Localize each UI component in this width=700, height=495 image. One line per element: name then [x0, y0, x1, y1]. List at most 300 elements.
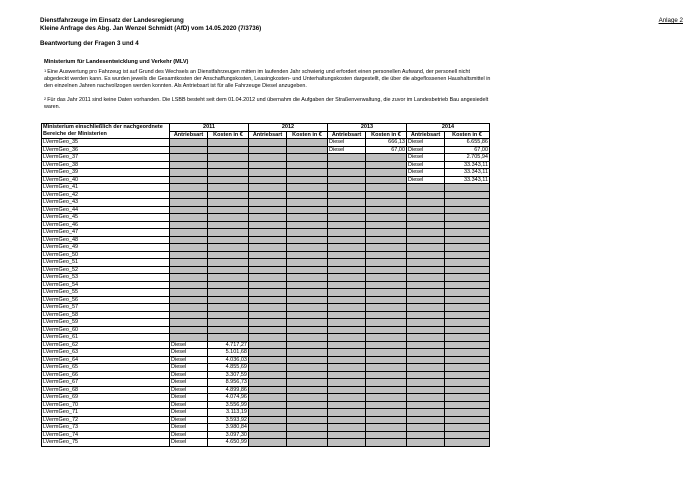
cost-cell	[208, 154, 249, 162]
drive-type-cell: Diesel	[407, 161, 445, 169]
drive-type-cell	[328, 394, 366, 402]
cost-cell	[287, 251, 328, 259]
drive-type-cell	[249, 394, 287, 402]
cost-header: Kosten in €	[445, 131, 490, 139]
cost-cell	[287, 229, 328, 237]
drive-type-cell	[249, 386, 287, 394]
drive-type-cell	[328, 236, 366, 244]
drive-type-cell	[249, 439, 287, 447]
table-row	[42, 199, 490, 207]
vehicle-name-cell: LVermGeo_67	[42, 379, 170, 387]
drive-type-cell	[249, 161, 287, 169]
table-row	[42, 154, 490, 162]
cost-cell	[287, 364, 328, 372]
table-row	[42, 244, 490, 252]
cost-cell	[445, 221, 490, 229]
footnote-2	[44, 97, 494, 111]
drive-type-cell	[407, 356, 445, 364]
vehicle-name-cell: LVermGeo_47	[42, 229, 170, 237]
year-header-2012: 2012	[249, 124, 328, 132]
drive-type-cell	[407, 319, 445, 327]
cost-cell	[366, 229, 407, 237]
table-row	[42, 259, 490, 267]
cost-cell	[208, 319, 249, 327]
drive-type-cell	[249, 236, 287, 244]
cost-cell	[445, 274, 490, 282]
table-row	[42, 326, 490, 334]
cost-cell	[445, 191, 490, 199]
cost-cell	[208, 296, 249, 304]
drive-type-cell	[407, 266, 445, 274]
cost-cell	[208, 214, 249, 222]
cost-cell	[366, 311, 407, 319]
cost-cell	[287, 394, 328, 402]
cost-cell	[208, 304, 249, 312]
vehicle-name-cell: LVermGeo_54	[42, 281, 170, 289]
drive-type-cell	[170, 319, 208, 327]
drive-type-cell: Diesel	[170, 371, 208, 379]
cost-cell: 3.556,99	[208, 401, 249, 409]
drive-type-cell	[407, 184, 445, 192]
cost-cell	[366, 341, 407, 349]
cost-cell	[366, 281, 407, 289]
drive-type-cell	[249, 311, 287, 319]
cost-cell	[445, 229, 490, 237]
cost-cell: 33.343,11	[445, 169, 490, 177]
cost-cell	[366, 176, 407, 184]
cost-cell	[366, 161, 407, 169]
cost-cell	[208, 281, 249, 289]
table-row	[42, 349, 490, 357]
cost-cell	[287, 206, 328, 214]
drive-type-cell	[328, 229, 366, 237]
section-heading: Beantwortung der Fragen 3 und 4	[40, 40, 139, 47]
cost-cell	[366, 439, 407, 447]
table-row	[42, 394, 490, 402]
cost-cell	[208, 161, 249, 169]
drive-type-cell	[328, 371, 366, 379]
vehicle-name-cell: LVermGeo_42	[42, 191, 170, 199]
drive-type-cell	[328, 431, 366, 439]
drive-type-cell	[328, 169, 366, 177]
drive-type-cell	[328, 296, 366, 304]
table-row	[42, 424, 490, 432]
cost-cell	[445, 356, 490, 364]
drive-type-cell	[328, 259, 366, 267]
footnote-1-mark: 1	[44, 68, 47, 73]
drive-type-cell	[170, 176, 208, 184]
drive-type-cell	[249, 334, 287, 342]
table-row	[42, 146, 490, 154]
drive-type-cell	[249, 229, 287, 237]
drive-type-cell	[407, 394, 445, 402]
vehicle-name-cell: LVermGeo_55	[42, 289, 170, 297]
vehicle-name-cell: LVermGeo_63	[42, 349, 170, 357]
drive-type-cell	[170, 221, 208, 229]
drive-type-cell	[249, 364, 287, 372]
cost-cell	[287, 326, 328, 334]
table-row	[42, 139, 490, 147]
drive-type-cell	[328, 334, 366, 342]
drive-type-cell	[407, 214, 445, 222]
vehicle-name-cell: LVermGeo_72	[42, 416, 170, 424]
table-row	[42, 221, 490, 229]
drive-type-cell	[249, 259, 287, 267]
table-row	[42, 206, 490, 214]
cost-cell	[445, 214, 490, 222]
drive-type-cell	[170, 169, 208, 177]
cost-cell	[445, 311, 490, 319]
table-row	[42, 229, 490, 237]
drive-type-cell	[249, 289, 287, 297]
drive-type-cell	[249, 251, 287, 259]
cost-cell	[208, 176, 249, 184]
drive-type-cell	[328, 251, 366, 259]
drive-type-cell	[170, 146, 208, 154]
vehicle-name-cell: LVermGeo_38	[42, 161, 170, 169]
drive-type-cell	[328, 379, 366, 387]
cost-cell	[287, 379, 328, 387]
cost-cell	[287, 349, 328, 357]
cost-cell: 4.899,86	[208, 386, 249, 394]
table-row	[42, 184, 490, 192]
cost-cell	[287, 356, 328, 364]
cost-cell	[287, 424, 328, 432]
drive-type-cell	[407, 251, 445, 259]
drive-type-cell	[328, 214, 366, 222]
cost-cell	[208, 334, 249, 342]
drive-type-cell: Diesel	[407, 154, 445, 162]
cost-cell	[208, 139, 249, 147]
cost-cell	[287, 184, 328, 192]
cost-cell	[208, 289, 249, 297]
drive-type-cell	[249, 296, 287, 304]
cost-cell	[366, 326, 407, 334]
cost-cell	[366, 401, 407, 409]
cost-cell	[445, 251, 490, 259]
table-row	[42, 311, 490, 319]
cost-cell	[445, 244, 490, 252]
cost-cell	[208, 259, 249, 267]
cost-cell	[287, 296, 328, 304]
vehicle-name-cell: LVermGeo_74	[42, 431, 170, 439]
cost-cell	[366, 259, 407, 267]
year-header-2013: 2013	[328, 124, 407, 132]
vehicle-name-cell: LVermGeo_66	[42, 371, 170, 379]
vehicle-name-cell: LVermGeo_41	[42, 184, 170, 192]
drive-type-cell	[407, 296, 445, 304]
vehicle-name-cell: LVermGeo_73	[42, 424, 170, 432]
cost-cell	[366, 364, 407, 372]
vehicle-name-cell: LVermGeo_48	[42, 236, 170, 244]
drive-type-cell	[249, 401, 287, 409]
cost-cell: 3.307,59	[208, 371, 249, 379]
drive-type-cell	[249, 169, 287, 177]
cost-cell: 2.705,94	[445, 154, 490, 162]
cost-cell	[287, 199, 328, 207]
vehicle-name-cell: LVermGeo_39	[42, 169, 170, 177]
cost-cell	[287, 176, 328, 184]
drive-type-cell	[407, 326, 445, 334]
cost-cell	[445, 334, 490, 342]
drive-type-cell: Diesel	[328, 146, 366, 154]
drive-type-cell	[170, 154, 208, 162]
drive-type-cell	[328, 244, 366, 252]
cost-cell	[366, 349, 407, 357]
vehicle-name-cell: LVermGeo_45	[42, 214, 170, 222]
cost-cell	[287, 341, 328, 349]
drive-type-cell	[407, 274, 445, 282]
cost-cell	[366, 154, 407, 162]
drive-type-cell	[328, 409, 366, 417]
cost-cell	[366, 221, 407, 229]
table-row	[42, 251, 490, 259]
drive-type-cell	[170, 236, 208, 244]
drive-type-cell	[249, 304, 287, 312]
drive-type-cell	[328, 356, 366, 364]
drive-type-cell	[407, 349, 445, 357]
drive-type-cell	[249, 221, 287, 229]
drive-type-cell	[407, 304, 445, 312]
drive-type-cell	[249, 154, 287, 162]
table-corner-header: Ministerium einschließlich der nachgeordnete Bereiche der Ministerien	[42, 124, 170, 139]
drive-type-cell	[328, 206, 366, 214]
vehicle-name-cell: LVermGeo_61	[42, 334, 170, 342]
vehicle-name-cell: LVermGeo_53	[42, 274, 170, 282]
table-row	[42, 371, 490, 379]
cost-cell: 3.980,84	[208, 424, 249, 432]
vehicle-name-cell: LVermGeo_58	[42, 311, 170, 319]
drive-type-cell	[328, 304, 366, 312]
cost-cell	[287, 401, 328, 409]
drive-type-cell: Diesel	[170, 416, 208, 424]
document-subtitle: Kleine Anfrage des Abg. Jan Wenzel Schmidt (AfD) vom 14.05.2020 (7/3736)	[40, 25, 262, 32]
drive-type-cell	[328, 161, 366, 169]
vehicle-name-cell: LVermGeo_37	[42, 154, 170, 162]
drive-type-cell: Diesel	[170, 431, 208, 439]
drive-type-cell	[170, 281, 208, 289]
cost-cell	[287, 274, 328, 282]
drive-type-cell	[170, 244, 208, 252]
drive-type-cell: Diesel	[170, 356, 208, 364]
drive-type-cell	[249, 191, 287, 199]
drive-type-cell	[249, 244, 287, 252]
drive-type-cell: Diesel	[170, 349, 208, 357]
table-row	[42, 266, 490, 274]
cost-cell	[445, 289, 490, 297]
drive-type-cell	[407, 236, 445, 244]
cost-cell	[287, 236, 328, 244]
footnote-2-mark: 2	[44, 96, 47, 101]
table-row	[42, 334, 490, 342]
vehicle-name-cell: LVermGeo_59	[42, 319, 170, 327]
cost-cell	[287, 146, 328, 154]
cost-cell	[287, 334, 328, 342]
cost-cell	[366, 266, 407, 274]
cost-cell: 666,13	[366, 139, 407, 147]
drive-type-cell	[249, 281, 287, 289]
drive-type-cell	[249, 206, 287, 214]
cost-cell: 8.956,73	[208, 379, 249, 387]
drive-type-cell	[249, 139, 287, 147]
drive-type-cell	[249, 416, 287, 424]
cost-cell	[366, 169, 407, 177]
drive-type-cell: Diesel	[170, 401, 208, 409]
drive-type-cell	[328, 154, 366, 162]
drive-type-cell: Diesel	[170, 341, 208, 349]
cost-cell	[287, 319, 328, 327]
vehicle-name-cell: LVermGeo_44	[42, 206, 170, 214]
cost-cell: 33.343,11	[445, 161, 490, 169]
cost-cell	[366, 289, 407, 297]
drive-type-cell	[249, 326, 287, 334]
drive-type-cell	[407, 439, 445, 447]
cost-cell	[208, 326, 249, 334]
drive-type-cell	[407, 371, 445, 379]
drive-type-cell	[170, 296, 208, 304]
drive-type-cell	[407, 281, 445, 289]
table-row	[42, 416, 490, 424]
drive-type-cell	[328, 191, 366, 199]
drive-type-cell: Diesel	[407, 169, 445, 177]
vehicle-name-cell: LVermGeo_60	[42, 326, 170, 334]
cost-cell	[445, 236, 490, 244]
drive-type-cell: Diesel	[170, 386, 208, 394]
drive-type-cell	[328, 311, 366, 319]
vehicle-name-cell: LVermGeo_50	[42, 251, 170, 259]
cost-cell	[366, 424, 407, 432]
footnote-2-text: Für das Jahr 2011 sind keine Daten vorhanden. Die LSBB besteht seit dem 01.04.2012 und übernahm die Aufgaben der Straßenverwaltung, die zuvor im Landesbetrieb Bau angesiedelt waren.	[44, 97, 489, 110]
cost-cell: 3.113,19	[208, 409, 249, 417]
cost-cell	[208, 311, 249, 319]
cost-cell	[208, 251, 249, 259]
cost-cell	[287, 281, 328, 289]
drive-type-cell: Diesel	[170, 424, 208, 432]
cost-cell	[287, 371, 328, 379]
drive-type-cell	[407, 311, 445, 319]
cost-cell	[445, 259, 490, 267]
drive-type-header: Antriebsart	[249, 131, 287, 139]
cost-cell: 3.593,92	[208, 416, 249, 424]
cost-cell	[287, 289, 328, 297]
drive-type-cell	[249, 356, 287, 364]
cost-cell	[366, 214, 407, 222]
table-row	[42, 304, 490, 312]
drive-type-cell	[170, 274, 208, 282]
vehicle-name-cell: LVermGeo_43	[42, 199, 170, 207]
drive-type-cell	[407, 289, 445, 297]
cost-cell	[366, 416, 407, 424]
drive-type-cell	[170, 251, 208, 259]
drive-type-cell	[328, 439, 366, 447]
cost-cell	[366, 394, 407, 402]
cost-cell	[445, 266, 490, 274]
cost-cell: 33.343,11	[445, 176, 490, 184]
drive-type-cell	[407, 416, 445, 424]
drive-type-cell	[328, 176, 366, 184]
cost-cell	[208, 236, 249, 244]
drive-type-header: Antriebsart	[328, 131, 366, 139]
cost-cell	[366, 184, 407, 192]
drive-type-cell	[328, 386, 366, 394]
table-row	[42, 176, 490, 184]
drive-type-cell	[249, 371, 287, 379]
footnote-1-text: Eine Auswertung pro Fahrzeug ist auf Grund des Wechsels an Dienstfahrzeugen mitten im laufenden Jahr schwierig und erfordert einen personellen Aufwand, der personell nicht abgedeckt werden kann. Es wurden jeweils die Gesamtkosten der Anschaffungskosten, Leasingkosten- und Unterhaltungskosten dargestellt, die über die abgeflossenen Haushaltsmittel in den einzelnen Jahren nachvollzogen werden konnten. Als Antriebsart ist für alle Fahrzeuge Diesel anzugeben.	[44, 69, 491, 89]
cost-cell	[287, 431, 328, 439]
drive-type-cell	[328, 221, 366, 229]
cost-cell	[366, 334, 407, 342]
drive-type-cell	[407, 229, 445, 237]
drive-type-cell	[407, 244, 445, 252]
drive-type-cell	[249, 184, 287, 192]
cost-cell	[208, 169, 249, 177]
cost-cell	[445, 296, 490, 304]
cost-cell	[287, 259, 328, 267]
drive-type-cell	[328, 349, 366, 357]
drive-type-cell	[249, 424, 287, 432]
drive-type-cell	[328, 184, 366, 192]
cost-cell	[287, 191, 328, 199]
drive-type-cell	[249, 199, 287, 207]
drive-type-cell	[249, 349, 287, 357]
cost-cell	[287, 409, 328, 417]
drive-type-cell	[328, 319, 366, 327]
vehicle-name-cell: LVermGeo_65	[42, 364, 170, 372]
vehicle-cost-table	[41, 123, 490, 447]
drive-type-cell	[249, 266, 287, 274]
drive-type-cell	[328, 266, 366, 274]
drive-type-cell	[170, 206, 208, 214]
cost-cell	[366, 356, 407, 364]
cost-cell	[366, 244, 407, 252]
cost-cell	[208, 199, 249, 207]
vehicle-name-cell: LVermGeo_40	[42, 176, 170, 184]
cost-cell	[366, 431, 407, 439]
table-row	[42, 439, 490, 447]
drive-type-cell: Diesel	[407, 176, 445, 184]
drive-type-cell	[170, 266, 208, 274]
table-row	[42, 236, 490, 244]
drive-type-cell	[170, 139, 208, 147]
table-row	[42, 401, 490, 409]
drive-type-cell	[407, 431, 445, 439]
cost-cell: 4.717,27	[208, 341, 249, 349]
cost-cell	[287, 221, 328, 229]
table-row	[42, 281, 490, 289]
cost-cell: 6.655,86	[445, 139, 490, 147]
vehicle-name-cell: LVermGeo_52	[42, 266, 170, 274]
vehicle-name-cell: LVermGeo_36	[42, 146, 170, 154]
drive-type-cell	[328, 364, 366, 372]
cost-header: Kosten in €	[366, 131, 407, 139]
drive-type-cell	[170, 326, 208, 334]
drive-type-cell: Diesel	[170, 439, 208, 447]
drive-type-header: Antriebsart	[170, 131, 208, 139]
drive-type-cell	[328, 281, 366, 289]
cost-cell: 4.650,99	[208, 439, 249, 447]
cost-cell: 4.855,69	[208, 364, 249, 372]
drive-type-cell	[249, 319, 287, 327]
cost-cell	[445, 401, 490, 409]
vehicle-name-cell: LVermGeo_64	[42, 356, 170, 364]
table-row	[42, 191, 490, 199]
drive-type-cell	[170, 191, 208, 199]
cost-cell	[208, 229, 249, 237]
table-row	[42, 341, 490, 349]
cost-cell	[208, 274, 249, 282]
drive-type-cell: Diesel	[170, 394, 208, 402]
drive-type-cell	[328, 424, 366, 432]
